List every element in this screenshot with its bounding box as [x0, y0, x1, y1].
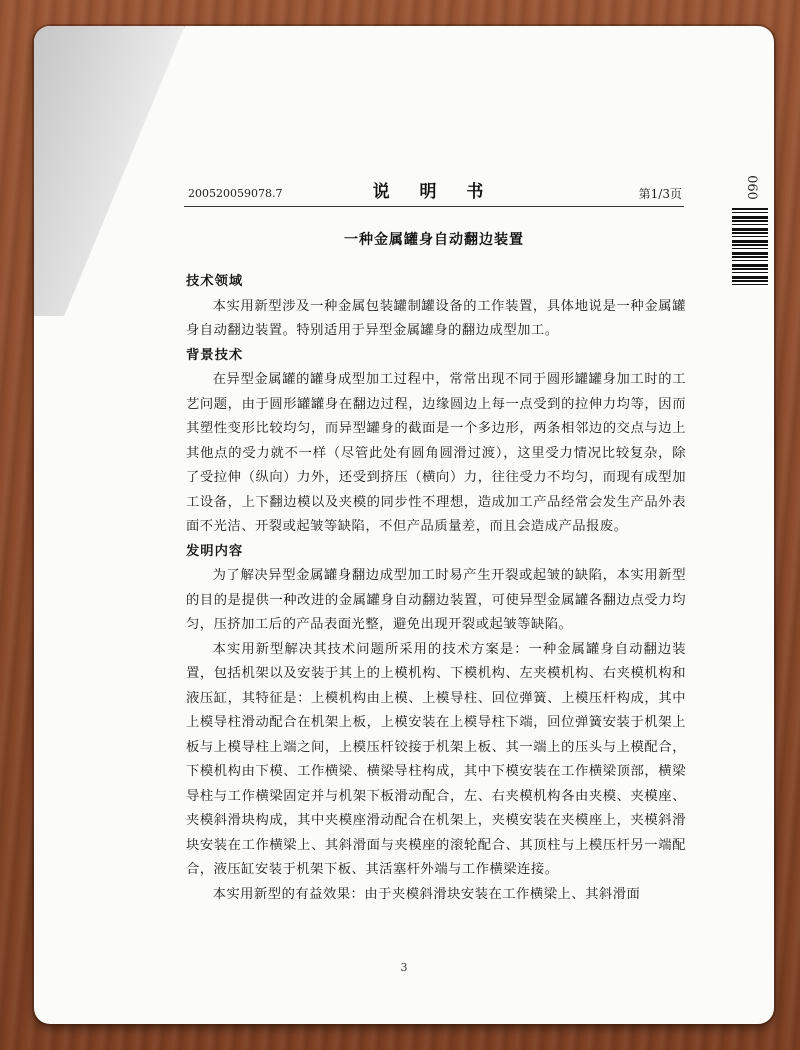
paragraph: 为了解决异型金属罐身翻边成型加工时易产生开裂或起皱的缺陷，本实用新型的目的是提供一种改进的金属罐身自动翻边装置，可使异型金属罐各翻边点受力均匀，压挤加工后的产品表面光整，避免出现开裂或起皱等缺陷。	[186, 568, 686, 632]
document-body	[186, 270, 686, 907]
side-number: 060	[744, 175, 760, 200]
section-heading-summary: 发明内容	[186, 543, 244, 559]
paragraph: 本实用新型解决其技术问题所采用的技术方案是：一种金属罐身自动翻边装置，包括机架以及安装于其上的上模机构、下模机构、左夹模机构、右夹模机构和液压缸，其特征是：上模机构由上模、上模导柱、回位弹簧、上模压杆构成，其中上模导柱滑动配合在机架上板，上模安装在上模导柱下端，回位弹簧安装于机架上板与上模导柱上端之间，上模压杆铰接于机架上板、其一端上的压头与上模配合，下模机构由下模、工作横梁、横梁导柱构成，其中下模安装在工作横梁顶部，横梁导柱与工作横梁固定并与机架下板滑动配合，左、右夹模机构各由夹模、夹模座、夹模斜滑块构成，其中夹模座滑动配合在机架上，夹模安装在夹模座上，夹模斜滑块安装在工作横梁上、其斜滑面与夹模座的滚轮配合、其顶柱与上模压杆另一端配合，液压缸安装于机架下板、其活塞杆外端与工作横梁连接。	[186, 641, 686, 877]
page-curl-edge	[34, 26, 185, 316]
page-header	[184, 166, 684, 207]
paragraph: 本实用新型涉及一种金属包装罐制罐设备的工作装置，具体地说是一种金属罐身自动翻边装置。特别适用于异型金属罐身的翻边成型加工。	[186, 298, 686, 338]
header-title: 说 明 书	[372, 182, 496, 202]
document-page	[34, 26, 774, 1024]
section-heading-background: 背景技术	[186, 347, 244, 363]
paragraph: 本实用新型的有益效果：由于夹模斜滑块安装在工作横梁上、其斜滑面	[212, 886, 641, 902]
page-number: 3	[400, 961, 408, 974]
section-heading-technical-field: 技术领域	[186, 274, 244, 289]
page-label: 第1/3页	[638, 187, 682, 201]
barcode	[732, 208, 768, 288]
document-title: 一种金属罐身自动翻边装置	[344, 232, 524, 248]
application-number: 200520059078.7	[188, 187, 283, 200]
paragraph: 在异型金属罐的罐身成型加工过程中，常常出现不同于圆形罐罐身加工时的工艺问题，由于圆形罐罐身在翻边过程，边缘圆边上每一点受到的拉伸力均等，因而其塑性变形比较均匀，而异型罐身的截面是一个多边形，两条相邻边的交点与边上其他点的受力就不一样（尽管此处有圆角圆滑过渡），这里受力情况比较复杂，除了受拉伸（纵向）力外，还受到挤压（横向）力，往往受力不均匀，而现有成型加工设备，上下翻边模以及夹模的同步性不理想，造成加工产品经常会发生产品外表面不光洁、开裂或起皱等缺陷，不但产品质量差，而且会造成产品报废。	[186, 372, 686, 534]
